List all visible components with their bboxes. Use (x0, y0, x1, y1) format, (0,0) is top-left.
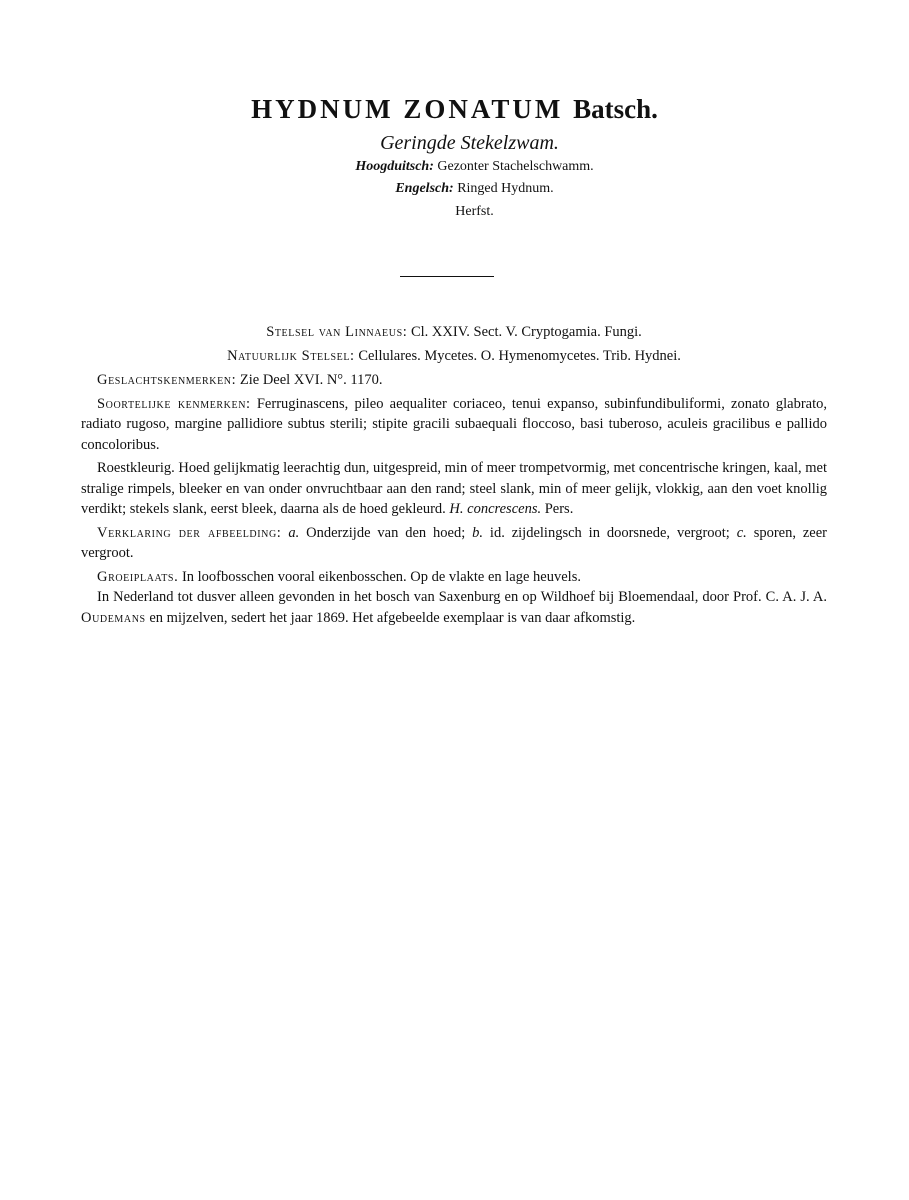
genus-characters-value: Zie Deel XVI. N°. 1170. (239, 372, 383, 388)
figure-letter-b: b. (472, 524, 484, 541)
figure-letter-a: a. (288, 524, 300, 541)
genus-characters-label: Geslachtskenmerken: (97, 372, 237, 388)
linnaeus-label: Stelsel van Linnaeus: (266, 324, 408, 340)
body-text (81, 322, 827, 628)
german-name: Gezonter Stachelschwamm. (437, 159, 594, 174)
natural-system-value: Cellulares. Mycetes. O. Hymenomycetes. Trib. Hydnei. (358, 347, 681, 364)
species-latin-text: Ferruginascens, pileo aequaliter coriaceo, tenui expanso, subinfundibuliformi, zonato glabrato, radiato rugoso, margine pallidiore subtus sterili; stipite gracili subaequali floccoso, basi tuberoso, aculeis gracilibus e pallido concoloribus. (81, 395, 828, 453)
english-label: Engelsch: (395, 181, 454, 196)
species-dutch-paragraph (81, 458, 827, 520)
natural-system-label: Natuurlijk Stelsel: (227, 347, 355, 364)
german-label: Hoogduitsch: (355, 159, 434, 174)
distribution-paragraph (81, 587, 827, 628)
dutch-name: Geringde Stekelzwam. (380, 132, 559, 154)
figure-text-a: Onderzijde van den hoed; (306, 524, 466, 541)
figure-text-b: id. zijdelingsch in doorsnede, vergroot; (489, 524, 730, 541)
habitat-text: In loofbosschen vooral eikenbosschen. Op de vlakte en lage heuvels. (181, 568, 581, 585)
linnaeus-value: Cl. XXIV. Sect. V. Cryptogamia. Fungi. (410, 324, 642, 340)
german-name-line (40, 156, 909, 178)
season: Herfst. (455, 204, 494, 219)
title-author: Batsch. (573, 94, 658, 124)
header (0, 92, 909, 224)
habitat-label: Groeiplaats. (97, 568, 179, 585)
linnaeus-line (81, 322, 827, 343)
collector-name: Oudemans (81, 609, 146, 626)
figure-explanation-label: Verklaring der afbeelding: (97, 524, 282, 541)
english-name: Ringed Hydnum. (457, 181, 554, 196)
distribution-text-end: en mijzelven, sedert het jaar 1869. Het afgebeelde exemplaar is van daar afkomstig. (149, 609, 636, 626)
page-title (0, 92, 909, 126)
synonym-author: Pers. (544, 501, 574, 517)
species-latin-paragraph (81, 394, 827, 456)
genus-characters-line (81, 370, 827, 391)
species-dutch-text: Roestkleurig. Hoed gelijkmatig leerachtig dun, uitgespreid, min of meer trompetvormig, met concentrische kringen, kaal, met stralige rimpels, bleeker en van onder onvruchtbaar aan den rand; steel slank, min of meer gelijk, vlokkig, aan den voet knollig verdikt; stekels slank, eerst bleek, daarna als de hoed gekleurd. (81, 460, 827, 517)
divider-rule (400, 276, 494, 277)
figure-text-c: sporen, zeer vergroot. (81, 524, 827, 561)
natural-system-line (81, 346, 827, 367)
english-name-line (40, 178, 909, 200)
title-species: HYDNUM ZONATUM (251, 94, 564, 124)
figure-letter-c: c. (736, 524, 747, 541)
species-characters-label: Soortelijke kenmerken: (97, 395, 251, 412)
habitat-paragraph (81, 567, 827, 588)
synonym: H. concrescens. (449, 501, 542, 517)
distribution-text: In Nederland tot dusver alleen gevonden in het bosch van Saxenburg en op Wildhoef bij Bloemendaal, door Prof. C. A. J. A. (97, 589, 827, 605)
figure-explanation-paragraph (81, 523, 827, 564)
